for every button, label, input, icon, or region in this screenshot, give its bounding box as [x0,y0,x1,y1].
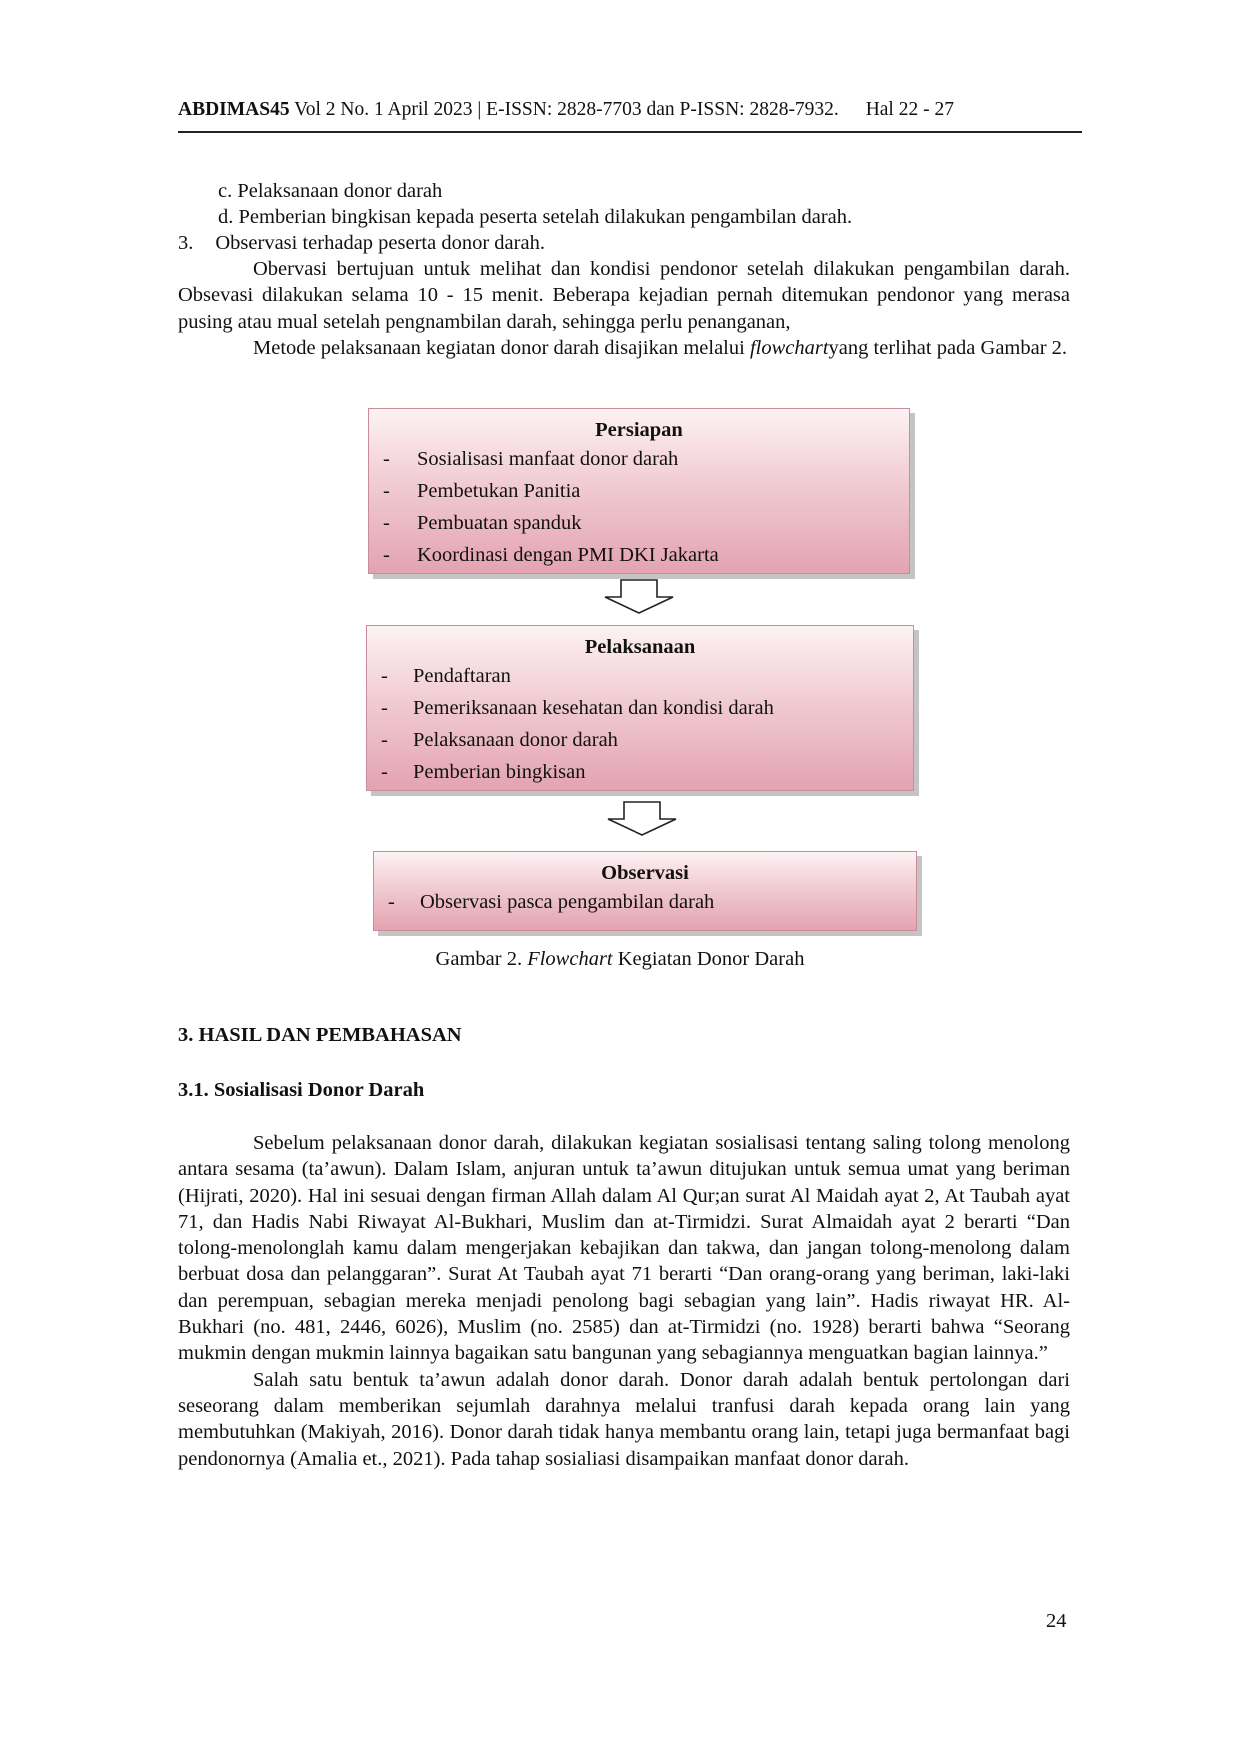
page-number: 24 [1046,1610,1067,1632]
list-item-3-text: Observasi terhadap peserta donor darah. [215,232,545,254]
box-item: - Pemberian bingkisan [381,761,586,783]
box-title: Pelaksanaan [584,636,696,658]
box-item: - Observasi pasca pengambilan darah [388,891,715,913]
box-item: - Pembuatan spanduk [383,512,582,534]
journal-info: Vol 2 No. 1 April 2023 | E-ISSN: 2828-7703 dan P-ISSN: 2828-7932. [294,99,839,120]
down-arrow-icon [605,801,679,837]
intro-paragraphs [178,256,1070,361]
flowchart-box-persiapan [368,408,910,574]
flowchart-box-pelaksanaan [366,625,914,791]
list-item-3 [178,230,545,256]
observation-paragraph: Obervasi bertujuan untuk melihat dan kondisi pendonor setelah dilakukan pengambilan darah. Obsevasi dilakukan selama 10 - 15 menit. Beberapa kejadian pernah ditemukan pendonor yang merasa pusing atau mual setelah pengnambilan darah, sehingga perlu penanganan, [178,258,1070,333]
box-item: - Pendaftaran [381,665,511,687]
box-title: Persiapan [595,419,683,441]
page-range: Hal 22 - 27 [865,99,954,120]
down-arrow-icon [602,579,676,615]
section-heading: 3. HASIL DAN PEMBAHASAN [178,1024,462,1046]
header-rule [178,131,1082,133]
box-item: - Pembetukan Panitia [383,480,581,502]
method-paragraph: Metode pelaksanaan kegiatan donor darah disajikan melalui flowchartyang terlihat pada Gambar 2. [253,336,1068,359]
box-item: - Koordinasi dengan PMI DKI Jakarta [383,544,719,566]
box-item: - Pemeriksanaan kesehatan dan kondisi darah [381,697,774,719]
list-item-3-number: 3. [178,232,194,254]
box-item-list [367,660,913,788]
subsection-heading: 3.1. Sosialisasi Donor Darah [178,1079,425,1101]
flowchart-term: flowchart [749,336,829,359]
box-item-list [369,443,909,571]
list-item-d: d. Pemberian bingkisan kepada peserta setelah dilakukan pengambilan darah. [218,206,853,228]
running-header [178,99,1082,121]
box-item: - Pelaksanaan donor darah [381,729,618,751]
sosialisasi-paragraph: Sebelum pelaksanaan donor darah, dilakukan kegiatan sosialisasi tentang saling tolong menolong antara sesama (ta’awun). Dalam Islam, anjuran untuk ta’awun ditujukan untuk semua umat yang beriman (Hijrati, 2020). Hal ini sesuai dengan firman Allah dalam Al Qur;an surat Al Maidah ayat 2, At Taubah ayat 71, dan Hadis Nabi Riwayat Al-Bukhari, Muslim dan at-Tirmidzi. Surat Almaidah ayat 2 berarti “Dan tolong-menolonglah kamu dalam mengerjakan kebajikan dan takwa, dan jangan tolong-menolong dalam berbuat dosa dan pelanggaran”. Surat At Taubah ayat 71 berarti “Dan orang-orang yang beriman, laki-laki dan perempuan, sebagian mereka menjadi penolong bagi sebagian yang lain”. Hadis riwayat HR. Al-Bukhari (no. 481, 2446, 6026), Muslim (no. 2585) dan at-Tirmidzi (no. 1928) berarti bahwa “Seorang mukmin dengan mukmin lainnya bagaikan satu bangunan yang sebagiannya menguatkan bagian lainnya.” [178,1132,1070,1365]
taawun-paragraph: Salah satu bentuk ta’awun adalah donor darah. Donor darah adalah bentuk pertolongan dari seseorang dalam memberikan sejumlah darahnya melalui tranfusi darah kepada orang lain yang membutuhkan (Makiyah, 2016). Donor darah tidak hanya membantu orang lain, tetapi juga bermanfaat bagi pendonornya (Amalia et., 2021). Pada tahap sosialiasi disampaikan manfaat donor darah. [178,1368,1070,1470]
journal-name: ABDIMAS45 [178,99,290,120]
figure-caption: Gambar 2. Flowchart Kegiatan Donor Darah [435,948,805,970]
section-paragraphs [178,1130,1070,1472]
list-item-c: c. Pelaksanaan donor darah [218,180,443,202]
flowchart-box-observasi [373,851,917,931]
box-title: Observasi [601,862,689,884]
box-item: - Sosialisasi manfaat donor darah [383,448,679,470]
box-item-list [374,886,916,918]
